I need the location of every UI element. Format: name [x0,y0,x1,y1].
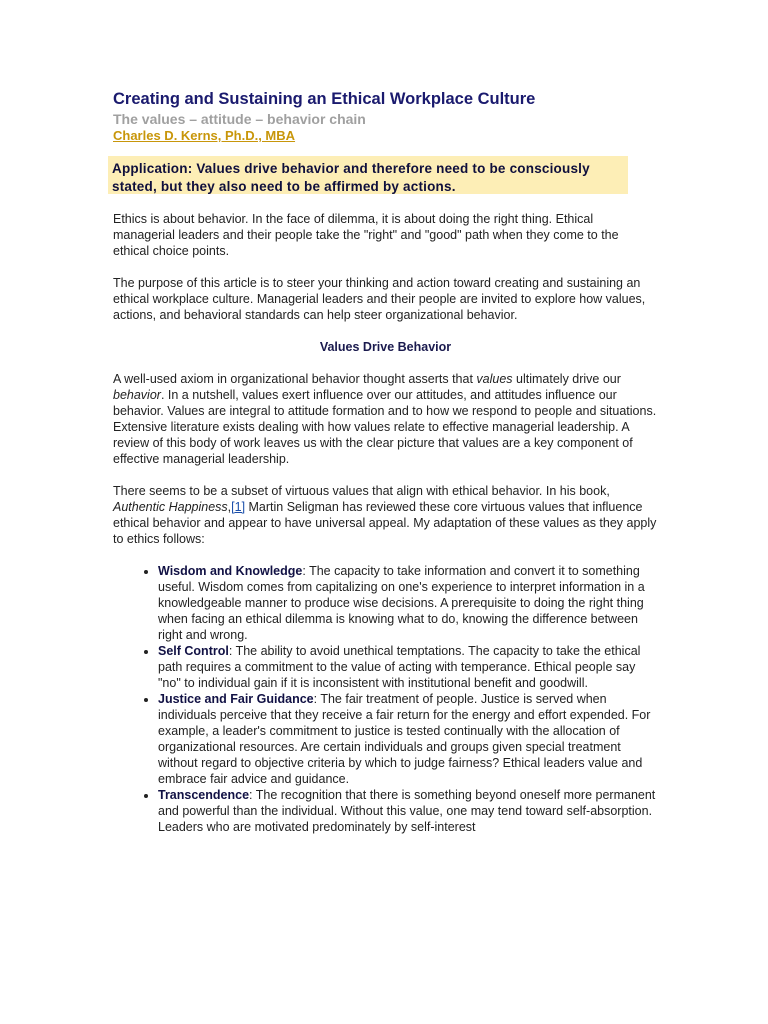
list-item-text: : The capacity to take information and convert it to something useful. Wisdom comes from capitalizing on one's experience to interpret information in a knowledgeable manner to produce wise decisions. A prerequisite to doing the right thing when facing an ethical dilemma is knowing what to do, knowing the difference between right and wrong. [158,564,645,642]
list-item-term: Self Control [158,644,229,658]
page-subtitle: The values – attitude – behavior chain [113,111,366,127]
text-run: Martin Seligman has reviewed these core virtuous values that influence ethical behavior and appear to have universal appeal. My adaptation of these values as they apply to ethics follows: [113,500,657,546]
intro-paragraph-2: The purpose of this article is to steer your thinking and action toward creating and sustaining an ethical workplace culture. Managerial leaders and their people are invited to explore how values, actions, and behavioral standards can help steer organizational behavior. [113,276,646,322]
text-run: A well-used axiom in organizational behavior thought asserts that [113,372,477,386]
section-heading: Values Drive Behavior [319,340,452,354]
emphasis-values: values [476,372,513,386]
text-run: There seems to be a subset of virtuous values that align with ethical behavior. In his book, [113,484,610,498]
section-paragraph-2 [113,483,658,547]
list-item [158,787,658,835]
intro-paragraph-1: Ethics is about behavior. In the face of dilemma, it is about doing the right thing. Ethical managerial leaders and their people take the "right" and "good" path when they come to the ethical choice points. [113,212,619,258]
list-item [158,563,658,643]
application-callout [108,156,628,194]
values-list [113,563,658,835]
text-run: ultimately drive our [512,372,621,386]
footnote-link[interactable]: [1] [231,500,246,514]
book-title: Authentic Happiness [113,500,228,514]
list-item-text: : The ability to avoid unethical temptations. The capacity to take the ethical path requires a commitment to the value of acting with temperance. Ethical people say "no" to individual gain if it is inconsistent with institutional benefit and goodwill. [158,644,641,690]
list-item [158,691,658,787]
section-paragraph-1 [113,371,658,467]
callout-text: Application: Values drive behavior and therefore need to be consciously stated, but they also need to be affirmed by actions. [112,161,590,194]
page-title: Creating and Sustaining an Ethical Workplace Culture [113,90,536,108]
list-item-text: : The recognition that there is something beyond oneself more permanent and powerful than the individual. Without this value, one may tend toward self-absorption. Leaders who are motivated predominately by self-interest [158,788,656,834]
author-link[interactable]: Charles D. Kerns, Ph.D., MBA [113,128,296,143]
text-run: . In a nutshell, values exert influence over our attitudes, and attitudes influence our behavior. Values are integral to attitude formation and to how we respond to people and situations. Extensive literature exists dealing with how values relate to effective managerial leadership. A review of this body of work leaves us with the clear picture that values are a key component of effective managerial leadership. [113,388,657,466]
list-item-term: Transcendence [158,788,250,802]
emphasis-behavior: behavior [113,388,161,402]
list-item-term: Justice and Fair Guidance [158,692,314,706]
list-item-text: : The fair treatment of people. Justice is served when individuals perceive that they receive a fair return for the energy and effort expended. For example, a leader's commitment to justice is tested continually with the allocation of organizational resources. Are certain individuals and groups given special treatment without regard to objective criteria by which to judge fairness? Ethical leaders value and embrace fair advice and guidance. [158,692,651,786]
text-run: , [227,500,232,514]
list-item [158,643,658,691]
article-body [113,211,658,835]
list-item-term: Wisdom and Knowledge [158,564,303,578]
